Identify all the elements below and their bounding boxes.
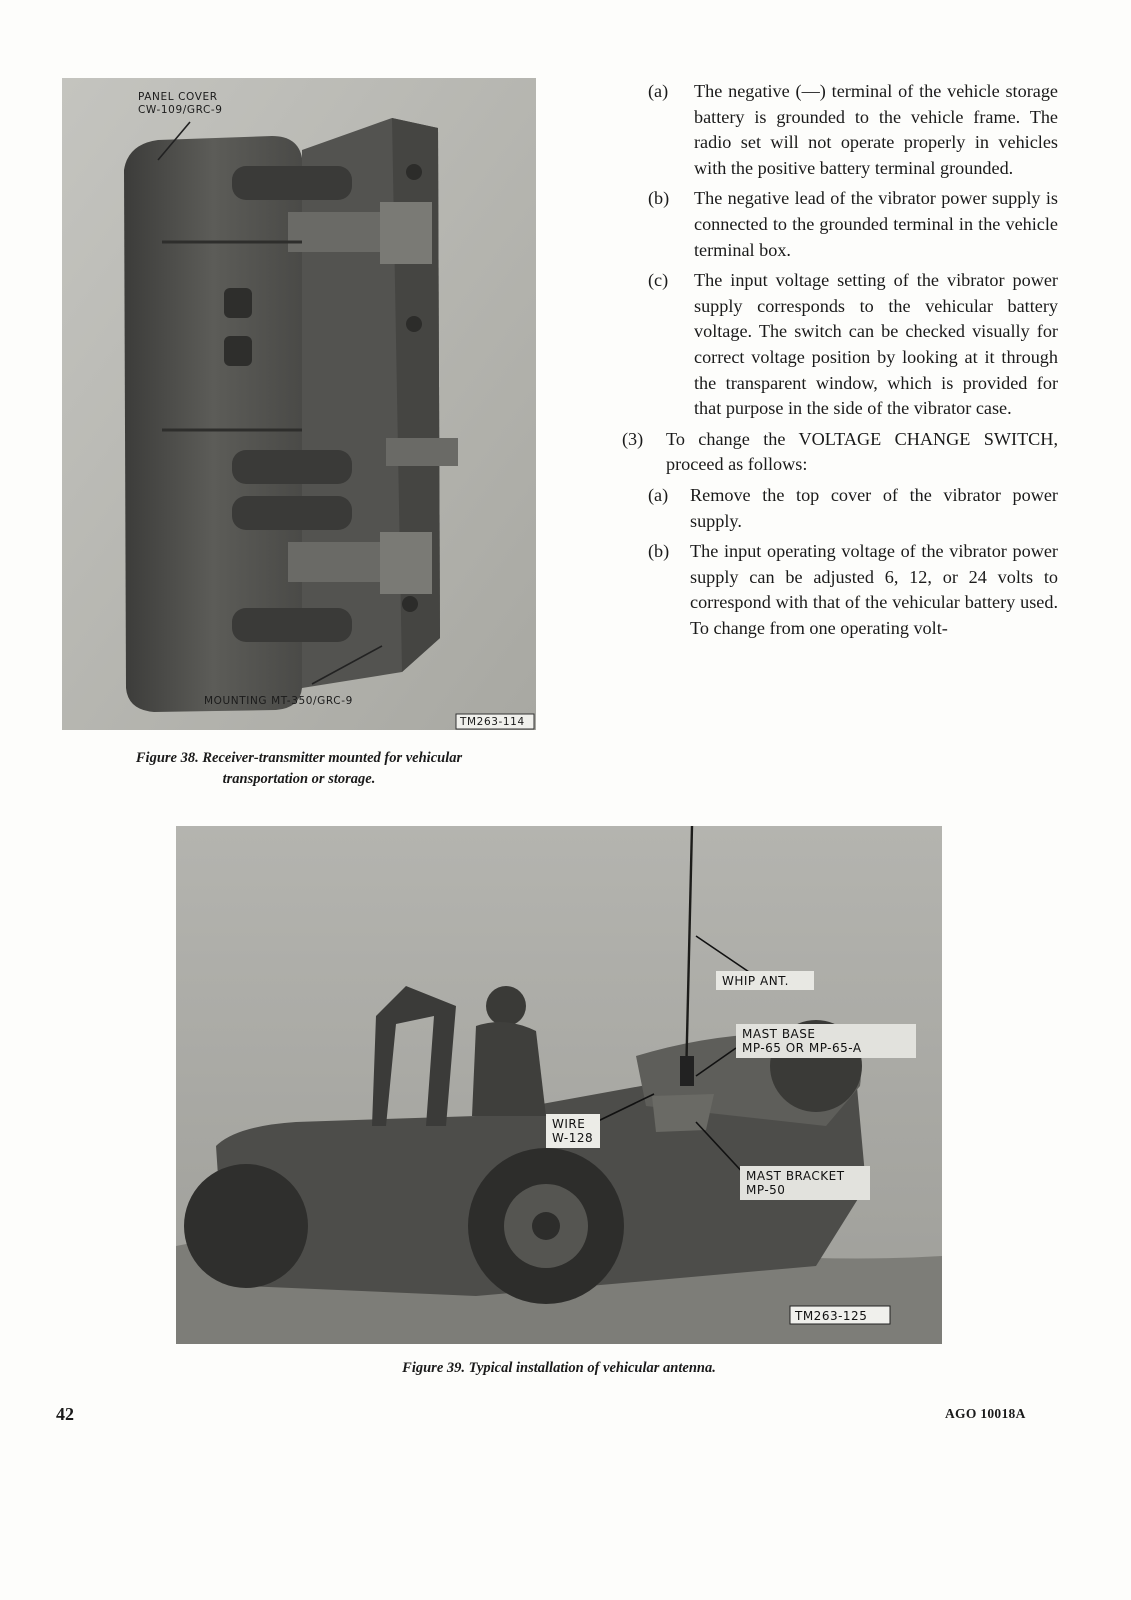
- item-text: The input operating voltage of the vibrator power supply can be adjusted 6, 12, or 24 volts to correspond with that of the vehicular battery used. To change from one operating volt-: [690, 541, 1058, 638]
- item-label: (b): [648, 541, 670, 562]
- figure-38-caption-line-1: Figure 38. Receiver-transmitter mounted for vehicular: [135, 750, 463, 766]
- figure-39-photo: [176, 826, 942, 1344]
- paragraph-b: [622, 186, 1058, 263]
- item-label: (b): [648, 188, 670, 209]
- figure-38-caption-line-2: transportation or storage.: [222, 771, 376, 787]
- whip-ant-label: WHIP ANT.: [722, 974, 789, 988]
- mast-bracket-label-1: MAST BRACKET: [746, 1169, 845, 1183]
- page-number: 42: [56, 1404, 74, 1424]
- item-label: (c): [648, 270, 669, 291]
- item-label: (a): [648, 484, 669, 505]
- mast-base-label-2: MP-65 OR MP-65-A: [742, 1041, 862, 1055]
- mounting-label: MOUNTING MT-350/GRC-9: [204, 695, 353, 707]
- paragraph-3: [622, 427, 1058, 478]
- wire-label-1: WIRE: [552, 1117, 586, 1131]
- item-label: (a): [648, 81, 669, 101]
- item-label: (3): [622, 428, 644, 449]
- figure-39-tm-code: TM263-125: [795, 1309, 868, 1323]
- panel-cover-label-1: PANEL COVER: [138, 91, 218, 103]
- figure-38-tm-code: TM263-114: [460, 716, 525, 728]
- item-text: The input voltage setting of the vibrator power supply corresponds to the vehicular battery voltage. The switch can be checked visually for correct voltage position by looking at it through the transparent window, which is provided for that purpose in the side of the vibrator case.: [694, 270, 1058, 419]
- item-text: To change the VOLTAGE CHANGE SWITCH, proceed as follows:: [666, 428, 1058, 475]
- paragraph-3a: [622, 483, 1058, 534]
- paragraph-a: [622, 79, 1058, 181]
- figure-38-photo: [62, 78, 536, 730]
- item-text: Remove the top cover of the vibrator power supply.: [690, 484, 1058, 531]
- paragraph-c: [622, 268, 1058, 422]
- figure-39-caption: Figure 39. Typical installation of vehicular antenna.: [402, 1360, 716, 1376]
- item-text: The negative (—) terminal of the vehicle storage battery is grounded to the vehicle frame. The radio set will not operate properly in vehicles with the positive battery terminal grounded.: [694, 81, 1058, 178]
- panel-cover-label-2: CW-109/GRC-9: [138, 104, 223, 116]
- paragraph-3b: [622, 539, 1058, 641]
- mast-base-label-1: MAST BASE: [742, 1027, 816, 1041]
- mast-bracket-label-2: MP-50: [746, 1183, 786, 1197]
- item-text: The negative lead of the vibrator power supply is connected to the grounded terminal in the vehicle terminal box.: [694, 188, 1058, 260]
- body-text-column: [622, 79, 1058, 646]
- ago-code: AGO 10018A: [945, 1406, 1026, 1421]
- wire-label-2: W-128: [552, 1131, 594, 1145]
- figure-38-caption: [58, 748, 540, 790]
